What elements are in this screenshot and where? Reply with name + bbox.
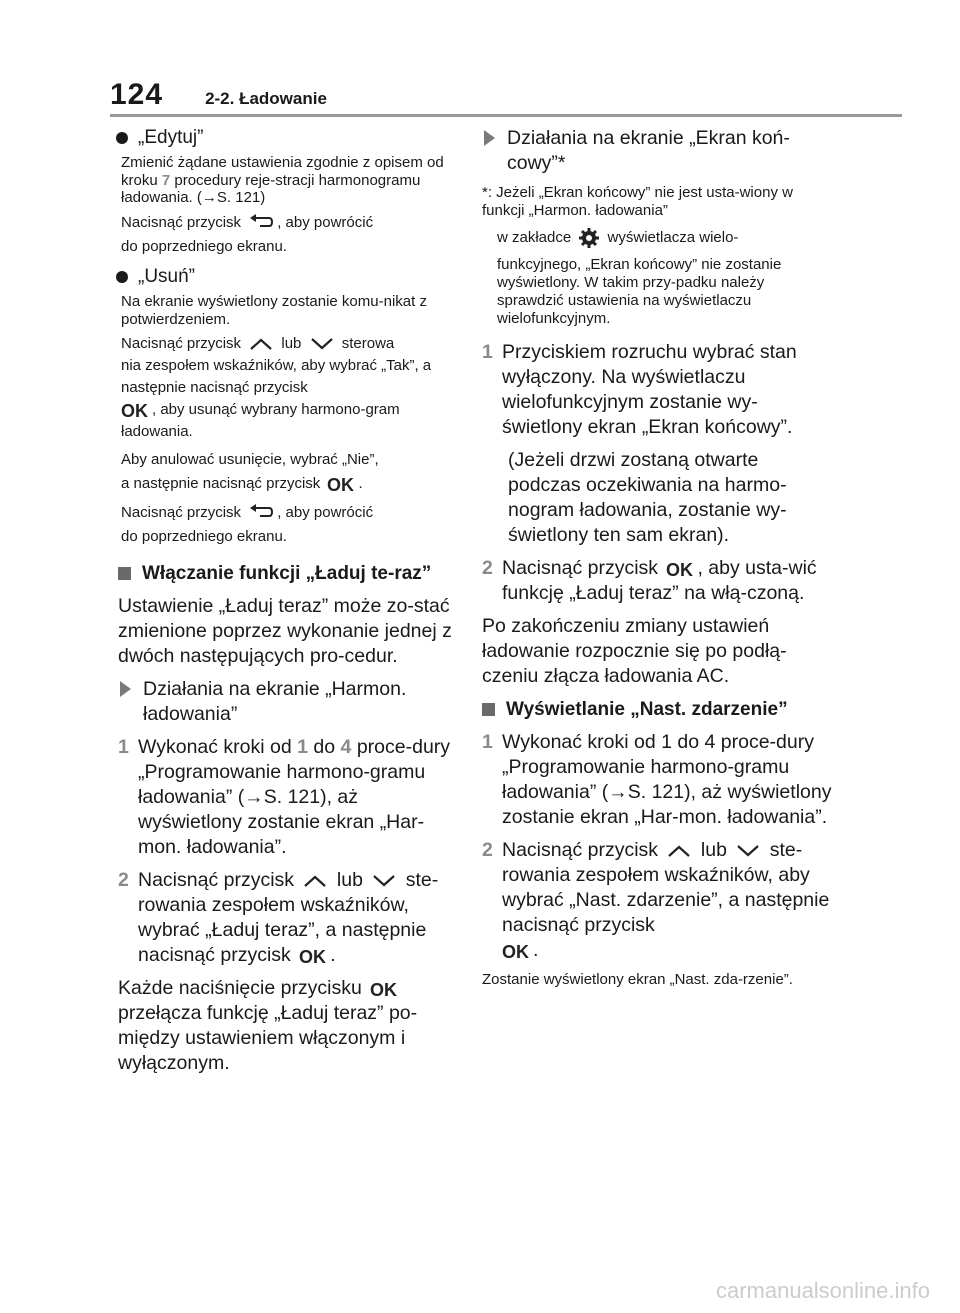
bullet-usun: „Usuń” [112,265,462,289]
subsection-laduj-teraz: Włączanie funkcji „Ładuj te-raz” [118,561,462,586]
footnote-a: *: Jeżeli „Ekran końcowy” nie jest usta-wiony w funkcji „Harmon. ładowania” [482,184,793,219]
triangle-bullet-icon [484,130,495,146]
header-rule [110,114,902,117]
back-arrow-icon [248,214,274,232]
after-paragraph: Po zakończeniu zmiany ustawień ładowanie rozpocznie się po podłą-czeniu złącza ładowania AC. [482,615,787,687]
final-note: Zostanie wyświetlony ekran „Nast. zda-rzenie”. [482,971,793,988]
procedure-ekran-koncowy: Działania na ekranie „Ekran koń-cowy”* [482,126,832,176]
ok-icon [299,948,327,964]
right-t-step-1: 1 Wykonać kroki od 1 do 4 proce-dury „Programowanie harmono-gramu ładowania” (→S. 121), aż wyświetlony zostanie ekran „Har-mon. ładowania”. [482,731,832,828]
footnote-b: w zakładce wyświetlacza wielo- [497,224,832,252]
svg-text:OK: OK [327,476,355,493]
chevron-up-icon [248,337,274,351]
gear-icon [578,227,600,249]
svg-text:OK: OK [502,942,529,959]
square-bullet-icon [118,567,131,580]
step-1: 1 Wykonać kroki od 1 do 4 proce-dury „Programowanie harmono-gramu ładowania” (→S. 121), aż wyświetlony zostanie ekran „Har-mon. ładowania”. [118,736,451,858]
usun-text: Na ekranie wyświetlony zostanie komu-nikat z potwierdzeniem. [121,293,427,328]
chevron-down-icon [309,337,335,351]
intro-paragraph: Ustawienie „Ładuj teraz” może zo-stać zmienione poprzez wykonanie jednej z dwóch następujących pro-cedur. [118,595,452,667]
bullet-dot-icon [116,132,128,144]
section-title: 2-2. Ładowanie [205,89,327,108]
anuluj-text: Aby anulować usunięcie, wybrać „Nie”, a następnie nacisnąć przycisk OK . [121,448,462,496]
right-column [482,126,832,993]
each-press-paragraph: Każde naciśnięcie przycisku OK przełącza funkcję „Ładuj teraz” po-między ustawieniem włączonym i wyłączonym. [118,977,418,1074]
svg-text:OK: OK [666,560,694,577]
back-instruction-1b: do poprzedniego ekranu. [121,237,287,255]
subsection-nast-zdarzenie: Wyświetlanie „Nast. zdarzenie” [482,697,832,722]
left-column [112,126,462,1084]
page-header [110,78,327,112]
bullet-edytuj: „Edytuj” [112,126,462,150]
bullet-dot-icon [116,271,128,283]
chevron-up-icon [302,874,328,888]
svg-text:OK: OK [121,402,148,419]
square-bullet-icon [482,703,495,716]
ok-icon [370,981,398,997]
page-number: 124 [110,78,164,111]
ok-icon [121,402,149,418]
svg-text:OK: OK [370,980,398,997]
procedure-harmon: Działania na ekranie „Harmon. ładowania” [118,677,462,727]
right-step-1-extra: (Jeżeli drzwi zostaną otwarte podczas oczekiwania na harmo-nogram ładowania, zostanie wy-świetlony ten sam ekran). [508,449,787,546]
chevron-down-icon [371,874,397,888]
svg-text:OK: OK [299,947,327,964]
ok-icon [502,943,530,959]
back-instruction-2: Nacisnąć przycisk , aby powrócić do poprzedniego ekranu. [121,504,374,545]
footnote-c: funkcyjnego, „Ekran końcowy” nie zostanie wyświetlony. W takim przy-padku należy sprawdzić ustawienia na wyświetlaczu wielofunkcyjnym. [497,256,782,327]
edytuj-text: Zmienić żądane ustawienia zgodnie z opisem od kroku 7 procedury reje-stracji harmonogramu ładowania. (→S. 121) [121,154,444,206]
step-2: 2 Nacisnąć przycisk lub ste-rowania zespołem wskaźników, wybrać „Ładuj teraz”, a następnie nacisnąć przycisk OK . [118,869,439,966]
usun-instruction: Nacisnąć przycisk lub sterowa nia zespołem wskaźników, aby wybrać „Tak”, a następnie nacisnąć przycisk OK , aby usunąć wybrany harmono-gram ładowania. [121,335,432,440]
right-step-1: 1 Przyciskiem rozruchu wybrać stan wyłączony. Na wyświetlaczu wielofunkcyjnym zostanie wy-świetlony ekran „Ekran końcowy”. [482,341,797,438]
ok-icon [666,561,694,577]
chevron-down-icon [735,844,761,858]
triangle-bullet-icon [120,681,131,697]
chevron-up-icon [666,844,692,858]
watermark: carmanualsonline.info [715,1278,930,1303]
back-arrow-icon [248,504,274,522]
ok-icon [327,476,355,492]
back-instruction-1: Nacisnąć przycisk , aby powrócić [121,213,374,231]
right-t-step-2: 2 Nacisnąć przycisk lub ste-rowania zespołem wskaźników, aby wybrać „Nast. zdarzenie”, a następnie nacisnąć przycisk OK . [482,839,830,961]
right-step-2: 2 Nacisnąć przycisk OK , aby usta-wić funkcję „Ładuj teraz” na włą-czoną. [482,557,817,604]
